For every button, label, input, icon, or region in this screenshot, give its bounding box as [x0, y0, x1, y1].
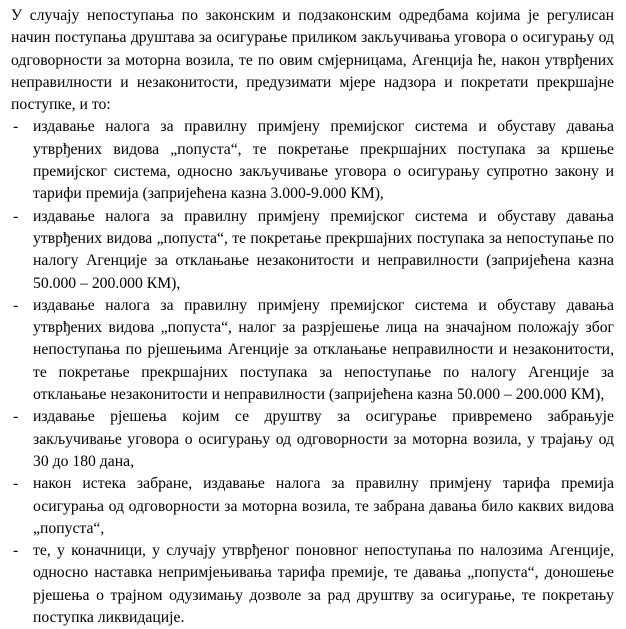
bullet-dash: -	[13, 296, 19, 314]
list-item-text: издавање рјешења којим се друштву за осигурање привремено забрањује закључивање уговора о осигурању од одговорности за моторна возила, у трајању од 30 до 180 дана,	[33, 408, 614, 470]
bullet-dash: -	[13, 118, 19, 136]
list-item-text: издавање налога за правилну примјену премијског система и обуставу давања утврђених видова „попуста“, налог за разрјешење лица на значајном положају због непоступања по рјешењима Агенције за отклањање неправилности и незаконитости, те покретање прекршајних поступака за непоступање по налогу Агенције за отклањање незаконитости и неправилности (запријећена казна 50.000 – 200.000 КМ),	[33, 296, 614, 404]
list-item	[11, 406, 614, 473]
bullet-dash: -	[13, 207, 19, 225]
measures-list	[11, 116, 614, 629]
list-item-text: те, у коначници, у случају утврђеног поновног непоступања по налозима Агенције, односно наставка непримјењивања тарифа премије, те давања „попуста“, доношење рјешења о трајном одузимању дозволе за рад друштву за осигурање, те покретању поступка ликвидације.	[33, 542, 614, 627]
list-item-text: након истека забране, издавање налога за правилну примјену тарифа премија осигурања од одговорности за моторна возила, те забрана давања било каквих видова „попуста“,	[33, 475, 614, 537]
list-item	[11, 540, 614, 629]
bullet-dash: -	[13, 542, 19, 560]
list-item	[11, 473, 614, 540]
list-item	[11, 206, 614, 295]
list-item	[11, 295, 614, 406]
list-item-text: издавање налога за правилну примјену премијског система и обуставу давања утврђених видова „попуста“, те покретање прекршајних поступака за кршење премијског система, односно закључивање уговора о осигурању супротно закону и тарифи премија (запријећена казна 3.000-9.000 КМ),	[33, 118, 614, 203]
list-item	[11, 116, 614, 205]
bullet-dash: -	[13, 408, 19, 426]
bullet-dash: -	[13, 475, 19, 493]
intro-paragraph: У случају непоступања по законским и подзаконским одредбама којима је регулисан начин поступања друштава за осигурање приликом закључивања уговора о осигурању од одговорности за моторна возила, те по овим смјерницама, Агенција ће, након утврђених неправилности и незаконитости, предузимати мјере надзора и покретати прекршајне поступке, и то:	[11, 7, 614, 114]
list-item-text: издавање налога за правилну примјену премијског система и обуставу давања утврђених видова „попуста“, те покретање прекршајних поступака за непоступање по налогу Агенције за отклањање незаконитости и неправилности (запријећена казна 50.000 – 200.000 КМ),	[33, 207, 614, 292]
